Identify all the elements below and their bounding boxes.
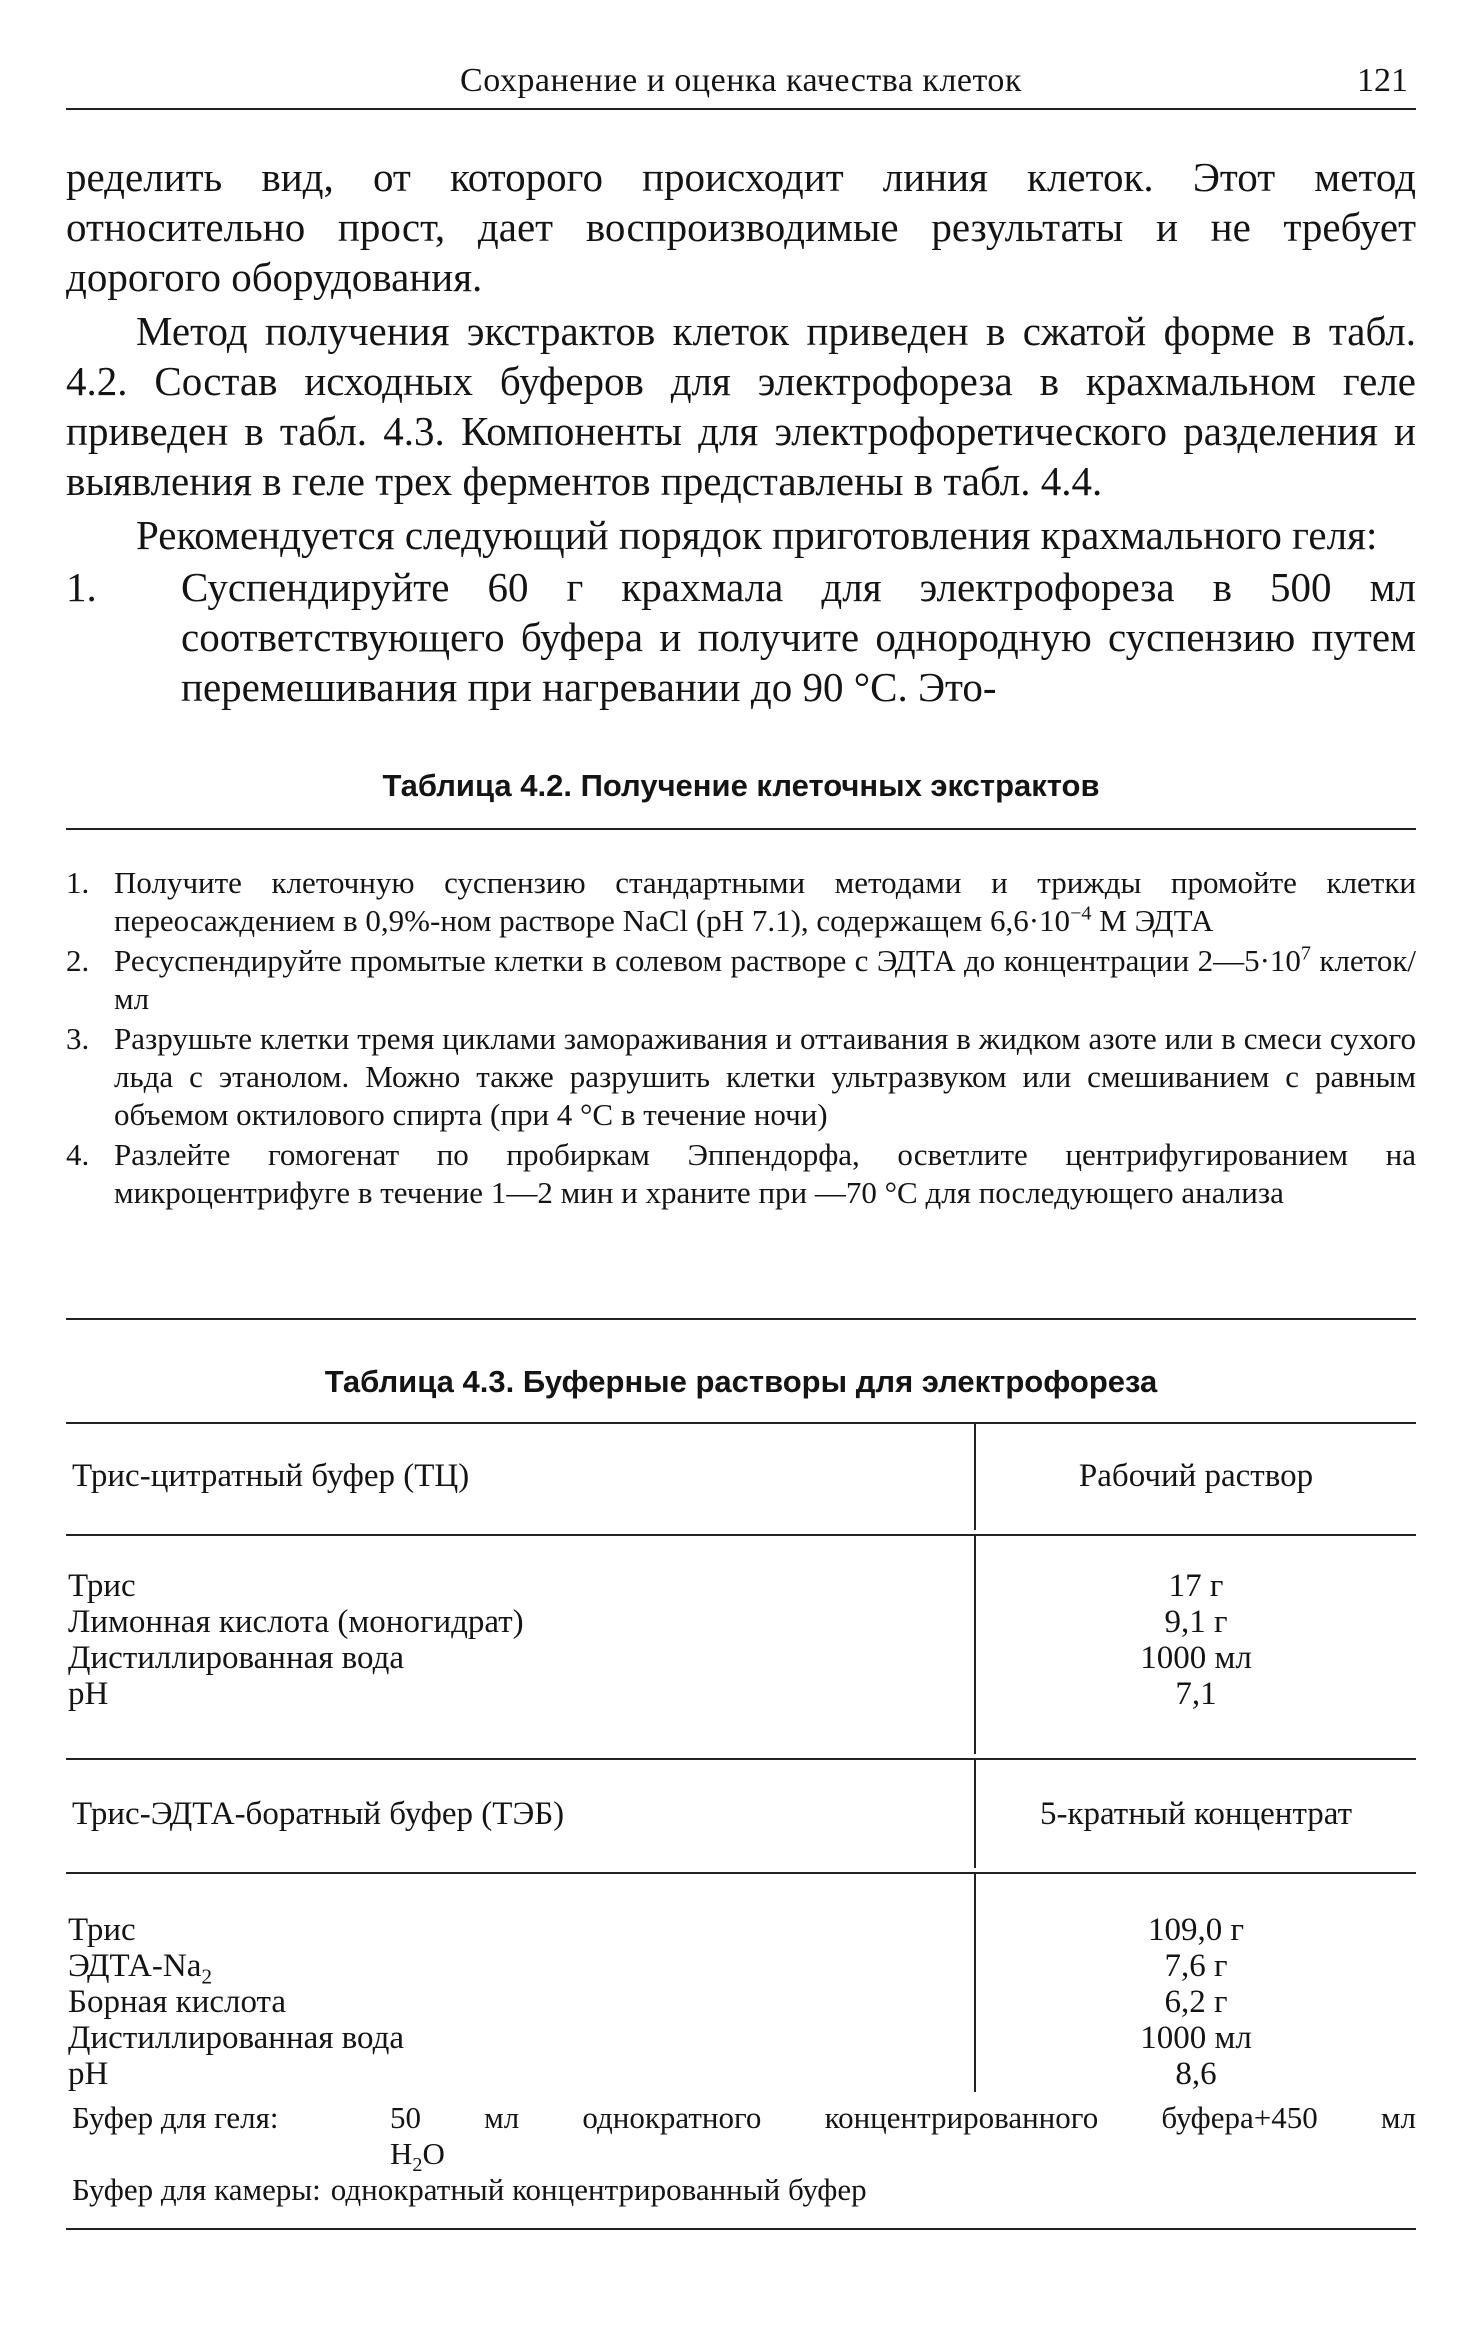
paragraph: Рекомендуется следующий порядок приготовления крахмального геля: [136,512,1378,558]
formula-main: ЭДТА-Na [68,1948,202,1984]
table-cell: 17 г [1168,1568,1224,1604]
table-cell: Трис [68,1912,136,1948]
step-text: Разлейте гомогенат по пробиркам Эппендорфа, осветлите центрифугированием на микроцентрифуге в течение 1—2 мин и храните при —70 °С для последующего анализа [114,1137,1416,1210]
section2-values [976,1912,1416,2092]
page-number: 121 [1357,62,1408,99]
formula-h: H [390,2136,413,2171]
note-label: Буфер для камеры: [72,2172,321,2207]
step-number: 2. [66,943,90,978]
table-4-2-caption: Таблица 4.2. Получение клеточных экстрактов [382,768,1100,803]
section-header-right: Рабочий раствор [1078,1458,1314,1494]
column-divider [974,1536,976,1754]
table-cell: Трис [68,1568,136,1604]
step-text-tail: М ЭДТА [1091,903,1214,938]
subscript: 2 [412,2154,423,2177]
paragraph: ределить вид, от которого происходит линия клеток. Этот метод относительно прост, дает воспроизводимые результаты и не требует дорогого оборудования. [66,154,1416,300]
table-4-3-caption: Таблица 4.3. Буферные растворы для электрофореза [324,1364,1158,1399]
column-divider [974,1760,976,1868]
gel-buffer-note-cont [72,2136,1416,2177]
subscript: 2 [201,1964,213,1989]
table-cell: pH [68,1676,109,1712]
table-rule [66,2228,1416,2230]
table-row [66,864,1416,940]
item-number: 1. [66,564,97,610]
table-notes [72,2100,1416,2208]
note-text: однократный концентрированный буфер [330,2172,867,2207]
step-text: Разрушьте клетки тремя циклами замораживания и оттаивания в жидком азоте или в смеси сухого льда с этанолом. Можно также разрушить клетки ультразвуком или смешиванием с равным объемом октилового спирта (при 4 °С в течение ночи) [114,1021,1416,1132]
chamber-buffer-note [72,2172,1416,2208]
table-row [66,942,1416,1018]
section-header-left: Трис-ЭДТА-боратный буфер (ТЭБ) [72,1796,565,1832]
table-rule [66,828,1416,830]
table-cell: 8,6 [1175,2056,1217,2092]
table-rule [66,1534,1416,1536]
exponent: 7 [1300,942,1311,965]
step-text [114,942,1416,1018]
table-cell: 7,1 [1175,1676,1217,1712]
table-cell: Дистиллированная вода [68,1640,405,1676]
formula [390,2136,1416,2177]
step-number: 4. [66,1137,90,1172]
table-cell: 109,0 г [1147,1912,1245,1948]
numbered-item [66,562,1416,712]
table-cell: 6,2 г [1164,1984,1228,2020]
step-number: 1. [66,865,90,900]
note-text: 50 мл однократного концентрированного буфера+450 мл [390,2100,1416,2135]
table-rule [66,1758,1416,1760]
running-header [66,58,1416,110]
section-header-left: Трис-цитратный буфер (ТЦ) [72,1458,470,1494]
table-row [66,1020,1416,1134]
column-divider [974,1874,976,2092]
gel-buffer-note [72,2100,1416,2136]
table-cell: pH [68,2056,109,2092]
section1-values [976,1568,1416,1712]
step-text-tail: клеток/мл [114,943,1416,1016]
exponent: −4 [1070,902,1092,925]
body-text [66,152,1416,712]
item-text: Суспендируйте 60 г крахмала для электрофореза в 500 мл соответствующего буфера и получите однородную суспензию путем перемешивания при нагревании до 90 °С. Это- [181,564,1416,710]
section1-names [68,1568,524,1712]
table-cell: Борная кислота [68,1984,287,2020]
column-divider [974,1424,976,1530]
table-cell: 7,6 г [1164,1948,1228,1984]
table-4-2-steps [66,864,1416,1214]
section-header-right: 5-кратный концентрат [1039,1796,1352,1832]
table-cell: 1000 мл [1140,2020,1252,2056]
table-row [66,1136,1416,1212]
paragraph: Метод получения экстрактов клеток приведен в сжатой форме в табл. 4.2. Состав исходных буферов для электрофореза в крахмальном геле приведен в табл. 4.3. Компоненты для электрофоретического разделения и выявления в геле трех ферментов представлены в табл. 4.4. [66,308,1416,504]
running-title: Сохранение и оценка качества клеток [460,62,1022,99]
table-cell [68,1948,404,1989]
step-number: 3. [66,1021,90,1056]
table-cell: Дистиллированная вода [68,2020,405,2056]
table-rule [66,1422,1416,1424]
step-text-main: Ресуспендируйте промытые клетки в солевом растворе с ЭДТА до концентрации 2—5·10 [114,943,1301,978]
table-cell: Лимонная кислота (моногидрат) [68,1604,524,1640]
step-text-main: Получите клеточную суспензию стандартными методами и трижды промойте клетки переосаждением в 0,9%-ном растворе NaCl (pH 7.1), содержащем 6,6·10 [114,865,1416,938]
step-text [114,864,1416,940]
section2-names [68,1912,404,2092]
table-cell: 1000 мл [1140,1640,1252,1676]
formula-o: O [422,2136,445,2171]
note-indent [72,2136,390,2172]
note-label: Буфер для геля: [72,2100,279,2135]
table-rule [66,1872,1416,1874]
table-rule [66,1318,1416,1320]
table-cell: 9,1 г [1164,1604,1228,1640]
